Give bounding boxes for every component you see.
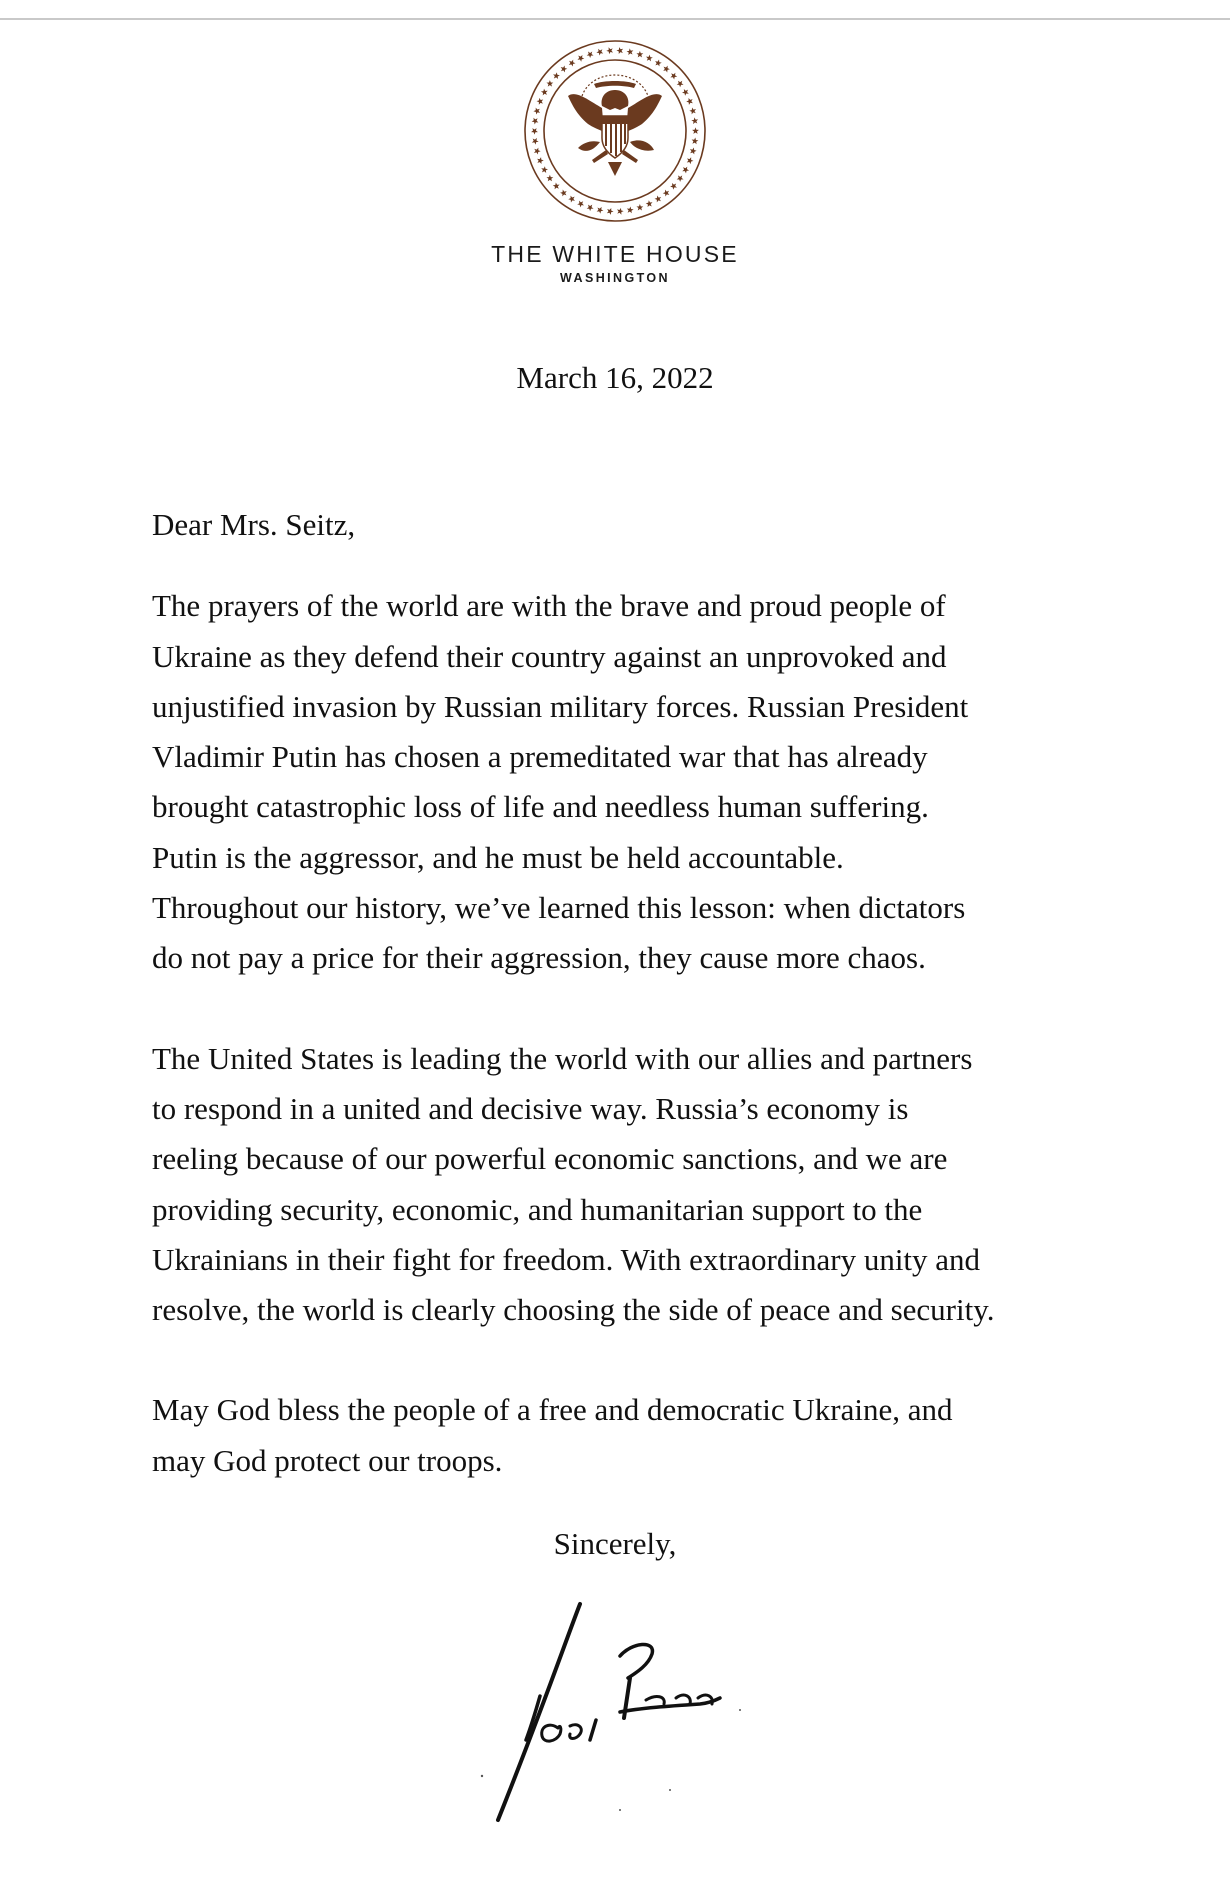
body-paragraph xyxy=(152,1034,1092,1336)
paragraph-line: reeling because of our powerful economic sanctions, and we are xyxy=(152,1141,948,1177)
letterhead-title: THE WHITE HOUSE xyxy=(491,241,739,267)
paragraph-line: Putin is the aggressor, and he must be held accountable. xyxy=(152,839,844,875)
letter-date: March 16, 2022 xyxy=(516,360,714,395)
paragraph-line: The prayers of the world are with the brave and proud people of xyxy=(152,588,946,624)
presidential-seal-icon xyxy=(522,38,708,224)
paragraph-line: brought catastrophic loss of life and needless human suffering. xyxy=(152,789,929,825)
paragraph-line: Vladimir Putin has chosen a premeditated war that has already xyxy=(152,739,928,775)
paragraph-line: May God bless the people of a free and democratic Ukraine, and xyxy=(152,1392,953,1428)
paragraph-line: Ukrainians in their fight for freedom. With extraordinary unity and xyxy=(152,1241,981,1277)
letterhead-subtitle: WASHINGTON xyxy=(560,271,670,285)
salutation: Dear Mrs. Seitz, xyxy=(152,507,356,542)
paragraph-line: Ukraine as they defend their country against an unprovoked and xyxy=(152,638,947,674)
paragraph-line: The United States is leading the world with our allies and partners xyxy=(152,1040,973,1076)
closing: Sincerely, xyxy=(553,1526,677,1561)
paragraph-line: do not pay a price for their aggression, they cause more chaos. xyxy=(152,940,926,976)
paragraph-line: resolve, the world is clearly choosing the side of peace and security. xyxy=(152,1292,995,1328)
paragraph-line: to respond in a united and decisive way. Russia’s economy is xyxy=(152,1090,909,1126)
letterhead xyxy=(0,240,1230,287)
paragraph-line: Throughout our history, we’ve learned this lesson: when dictators xyxy=(152,890,966,926)
letter-body xyxy=(152,500,1092,1536)
paragraph-line: unjustified invasion by Russian military forces. Russian President xyxy=(152,688,969,724)
body-paragraph xyxy=(152,581,1092,983)
body-paragraph xyxy=(152,1385,1092,1486)
handwritten-signature-icon xyxy=(470,1600,770,1840)
top-divider xyxy=(0,18,1230,20)
paragraph-line: may God protect our troops. xyxy=(152,1442,503,1478)
paragraph-line: providing security, economic, and humanitarian support to the xyxy=(152,1191,923,1227)
